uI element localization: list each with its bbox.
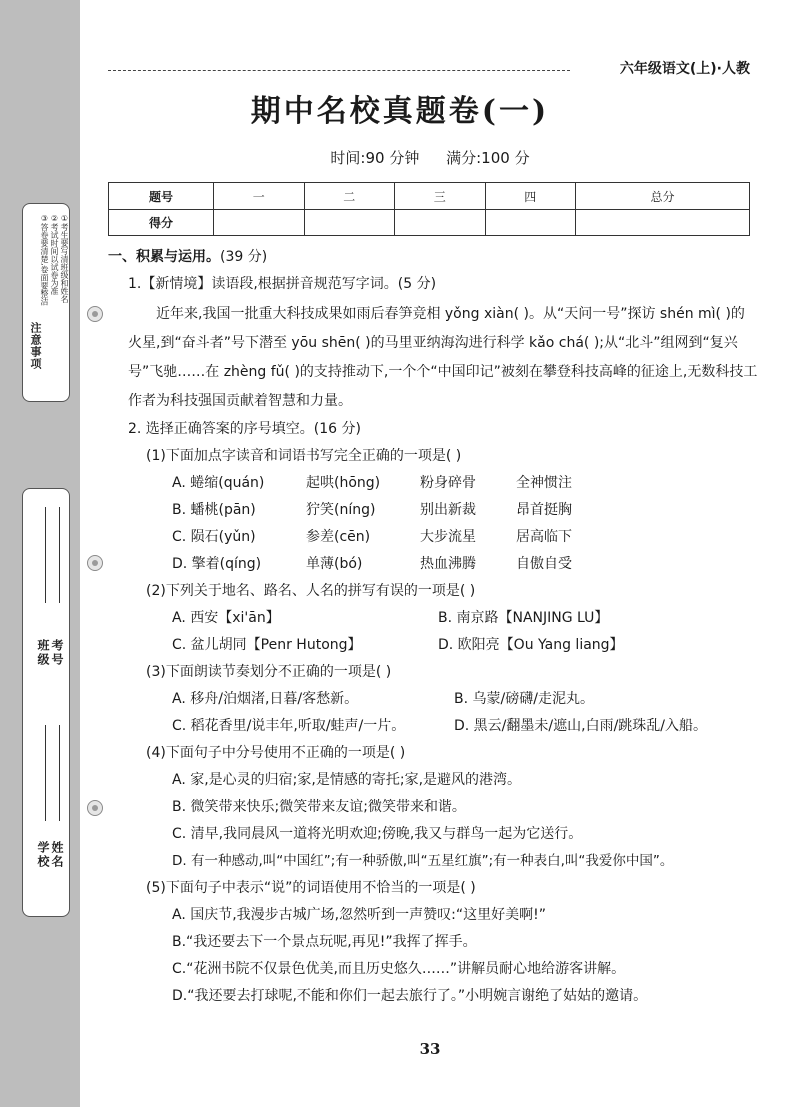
option-cell: 居高临下: [516, 529, 572, 545]
exam-full-score: 满分:100 分: [446, 149, 530, 167]
score-table-cell: 总分: [576, 183, 750, 210]
school-label: 学校: [36, 841, 50, 869]
sub-question-5-stem: (5)下面句子中表示“说”的词语使用不恰当的一项是( ): [146, 880, 476, 896]
option-cell: 大步流星: [420, 529, 476, 545]
option-cell: D. 擎着(qíng): [172, 556, 262, 572]
class-line: [59, 507, 60, 603]
question-1-passage: 近年来,我国一批重大科技成果如雨后春笋竞相 yǒng xiàn( )。从“天问一号”探访 shén mì( )的火星,到“奋斗者”号下潜至 yōu shēn( )的马里亚纳海沟进行科学 kǎo chá( );从“北斗”组网到“复兴号”飞驰……在 zhèng fǔ( )的支持推动下,一个个“中国印记”被刻在攀登科技高峰的征途上,无数科技工作者为科技强国贡献着智慧和力量。: [128, 306, 758, 409]
sub-question-2-options-ab: [108, 605, 758, 632]
binding-hole-icon: [87, 306, 103, 322]
option-c: C. 盆儿胡同【Penr Hutong】: [172, 637, 362, 653]
option-cell: B. 蟠桃(pān): [172, 502, 256, 518]
score-input-cell[interactable]: [304, 210, 395, 236]
class-label: 班级: [36, 639, 50, 667]
binding-hole-icon: [87, 555, 103, 571]
name-line: [45, 725, 46, 821]
option-cell: 自傲自受: [516, 556, 572, 572]
option-cell: 全神惯注: [516, 475, 572, 491]
option-cell: 热血沸腾: [420, 556, 476, 572]
option-b: B. 南京路【NANJING LU】: [438, 610, 609, 626]
score-table-cell: 三: [395, 183, 486, 210]
score-input-cell[interactable]: [395, 210, 486, 236]
option-cell: 粉身碎骨: [420, 475, 476, 491]
page-number: 33: [419, 1040, 441, 1058]
sub-question-2-options-cd: [108, 632, 758, 659]
option-cell: 别出新裁: [420, 502, 476, 518]
sub-question-4-option-a: A. 家,是心灵的归宿;家,是情感的寄托;家,是避风的港湾。: [172, 772, 522, 788]
section-1-title: 一、积累与运用。: [108, 249, 220, 265]
section-1-heading: [108, 244, 758, 271]
notice-line-3: ③答卷要清楚,卷面要整洁: [40, 214, 49, 306]
score-input-cell[interactable]: [576, 210, 750, 236]
option-a: A. 西安【xi'ān】: [172, 610, 280, 626]
sub-question-5-option-c: C.“花洲书院不仅景色优美,而且历史悠久……”讲解员耐心地给游客讲解。: [172, 961, 626, 977]
option-cell: 狞笑(níng): [306, 502, 376, 518]
score-input-cell[interactable]: [485, 210, 576, 236]
notice-panel: [22, 203, 70, 402]
sub-question-4-stem: (4)下面句子中分号使用不正确的一项是( ): [146, 745, 406, 761]
book-tag: 六年级语文(上)·人教: [619, 61, 750, 77]
question-2-stem: 2. 选择正确答案的序号填空。(16 分): [128, 421, 361, 437]
sub-question-5-option-a: A. 国庆节,我漫步古城广场,忽然听到一声赞叹:“这里好美啊!”: [172, 907, 546, 923]
score-table-cell: 一: [214, 183, 305, 210]
notice-line-2: ②考试时间以试卷为准: [50, 214, 59, 295]
notice-title: 注意事项: [29, 322, 42, 370]
option-b: B. 乌蒙/磅礴/走泥丸。: [454, 691, 594, 707]
option-cell: C. 陨石(yǔn): [172, 529, 256, 545]
score-input-cell[interactable]: [214, 210, 305, 236]
name-label: 姓名: [50, 841, 64, 869]
binding-hole-icon: [87, 800, 103, 816]
score-table-score-row: [109, 210, 750, 236]
option-cell: 起哄(hōng): [306, 475, 381, 491]
sub-question-2-stem: (2)下列关于地名、路名、人名的拼写有误的一项是( ): [146, 583, 476, 599]
sub-question-1-stem: (1)下面加点字读音和词语书写完全正确的一项是( ): [146, 448, 462, 464]
section-1-points: (39 分): [220, 249, 268, 265]
option-cell: A. 蜷缩(quán): [172, 475, 265, 491]
question-1-stem: 1.【新情境】读语段,根据拼音规范写字词。(5 分): [128, 276, 437, 292]
exam-no-line: [45, 507, 46, 603]
sub-question-4-option-b: B. 微笑带来快乐;微笑带来友谊;微笑带来和谐。: [172, 799, 466, 815]
notice-line-1: ①考生要写清班级和姓名: [60, 214, 69, 303]
exam-content: [108, 244, 758, 1010]
school-line: [59, 725, 60, 821]
sub-question-1-option-a: [108, 470, 758, 497]
option-cell: 昂首挺胸: [516, 502, 572, 518]
exam-time: 时间:90 分钟: [330, 149, 420, 167]
score-row-label: 得分: [109, 210, 214, 236]
sub-question-3-options-cd: [108, 713, 758, 740]
exam-meta: [0, 147, 800, 168]
option-cell: 单薄(bó): [306, 556, 363, 572]
option-d: D. 黑云/翻墨未/遮山,白雨/跳珠乱/入船。: [454, 718, 707, 734]
sub-question-1-option-c: [108, 524, 758, 551]
option-d: D. 欧阳亮【Ou Yang liang】: [438, 637, 624, 653]
sub-question-5-option-b: B.“我还要去下一个景点玩呢,再见!”我挥了挥手。: [172, 934, 477, 950]
sub-question-5-option-d: D.“我还要去打球呢,不能和你们一起去旅行了。”小明婉言谢绝了姑姑的邀请。: [172, 988, 648, 1004]
score-table-cell: 二: [304, 183, 395, 210]
score-table: [108, 182, 750, 236]
sub-question-3-options-ab: [108, 686, 758, 713]
option-cell: 参差(cēn): [306, 529, 371, 545]
header-dashed-rule: [108, 70, 570, 71]
sub-question-1-option-d: [108, 551, 758, 578]
sub-question-1-option-b: [108, 497, 758, 524]
sub-question-3-stem: (3)下面朗读节奏划分不正确的一项是( ): [146, 664, 392, 680]
option-a: A. 移舟/泊烟渚,日暮/客愁新。: [172, 691, 359, 707]
sub-question-4-option-c: C. 清早,我同晨风一道将光明欢迎;傍晚,我又与群鸟一起为它送行。: [172, 826, 583, 842]
exam-no-label: 考号: [50, 639, 64, 667]
score-table-header-row: [109, 183, 750, 210]
notice-lines: [39, 214, 69, 306]
page-title: 期中名校真题卷(一): [250, 94, 550, 129]
score-table-cell: 题号: [109, 183, 214, 210]
sub-question-4-option-d: D. 有一种感动,叫“中国红”;有一种骄傲,叫“五星红旗”;有一种表白,叫“我爱你中国”。: [172, 853, 674, 869]
score-table-cell: 四: [485, 183, 576, 210]
option-c: C. 稻花香里/说丰年,听取/蛙声/一片。: [172, 718, 406, 734]
student-info-panel: [22, 488, 70, 917]
